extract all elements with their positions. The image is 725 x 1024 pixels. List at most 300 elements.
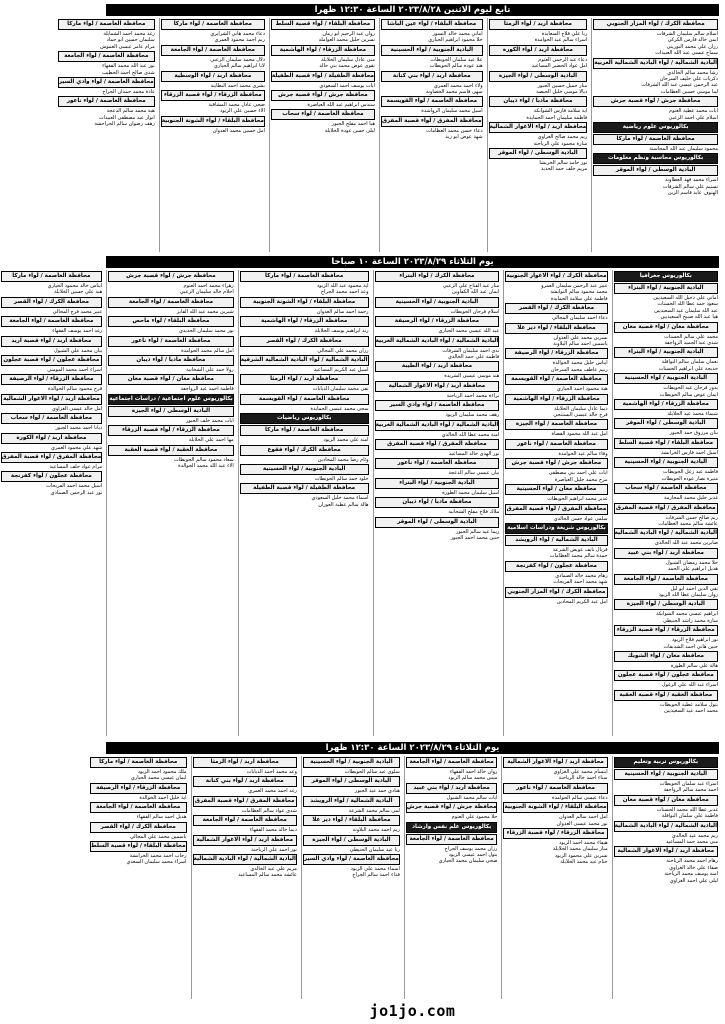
listing-column (487, 18, 589, 252)
candidate-name: ايات علي احمد بني مصطفى (548, 470, 608, 477)
candidate-name: رند ابراهيم يوسف الخلايلة (314, 328, 369, 335)
candidate-name: اسيل عبد الكريم المساعيد (313, 367, 369, 374)
candidate-name: فريال نايف عويض الشرعة (552, 546, 608, 553)
candidate-name: شهد علي محمود العمري (51, 444, 103, 451)
candidate-name: ختام عيد محمد الخلايلة (560, 859, 608, 866)
candidate-name: تسنيم علي سالم الشرفات (662, 183, 718, 190)
region-heading: محافظة العاصمة / لواء الجامعة (193, 815, 297, 826)
region-heading: محافظة اربد / لواء قصبة اربد (1, 336, 103, 347)
candidate-name: هديل احمد سالم الفقهاء (136, 814, 187, 821)
region-heading: محافظة العاصمة / لواء ماركا (240, 425, 369, 436)
degree-heading: بكالوريوس جغرافيا (614, 271, 718, 282)
region-heading: محافظة البلقاء / لواء قصبة السلط (90, 841, 187, 852)
candidate-name: وعد احمد محمد الجراح (320, 289, 369, 296)
region-heading: محافظة العاصمة / لواء ناعور (375, 458, 500, 469)
listing-column (89, 756, 188, 999)
region-heading: محافظة اربد / لواء الاغوار الشمالية (375, 381, 500, 392)
candidate-name: ايمان عيسى محمد الحياري (130, 775, 187, 782)
candidate-name: اماني علي دخيل الله السعيديين (653, 295, 718, 301)
candidate-name: نور احمد علي الرياحنة (251, 846, 297, 853)
region-heading: البادية الجنوبية / لواء البتراء (614, 283, 718, 294)
region-heading: محافظة عجلون / لواء كفرنجة (1, 471, 103, 482)
candidate-name: وعد محمد احمد الذيابات (246, 769, 297, 775)
candidate-name: رحمة احمد سالم العدوان (316, 308, 369, 315)
region-heading: البادية الوسطى / لواء الموقر (489, 148, 588, 159)
candidate-name: محمد محمود سالم النوايشة (550, 289, 608, 296)
candidate-name: نسرين خليل محمد العواملة (318, 37, 375, 44)
candidate-name: اسيل احمد فارس الخرابشة (661, 449, 718, 456)
region-heading: البادية الجنوبية / لواء الحسينية (303, 757, 400, 768)
candidate-name: اسراء محمد فهد العطاونة (664, 177, 718, 184)
region-heading: محافظة الزرقاء / لواء الهاشمية (271, 45, 375, 56)
region-heading: محافظة العاصمة / لواء الجامعة (108, 297, 234, 308)
region-heading: محافظة العقبة / لواء قصبة العقبة (614, 690, 718, 701)
candidate-name: ريم محمد صالح الغزاوي (537, 134, 588, 141)
region-heading: محافظة العاصمة / لواء الجامعة (406, 757, 498, 768)
listing-column (57, 18, 156, 252)
region-heading: محافظة العاصمة / لواء القويسمة (381, 96, 483, 107)
region-heading: البادية الوسطى / لواء الموقر (593, 165, 718, 176)
candidate-name: ملاك فلاح مفلح الشخانبة (448, 509, 500, 516)
candidate-name: ابراهيم عيسى محمد الشوابكة (656, 611, 718, 618)
candidate-name: نور حامد سالم الخريشا (539, 160, 588, 167)
candidate-name: تقى الدين احمد ابو ليل (670, 585, 718, 592)
region-heading: البادية الشمالية / لواء البادية الشمالية الغربية (593, 58, 718, 69)
candidate-name: ليلى حسن عودة الخلايلة (324, 127, 375, 134)
candidate-name: ضحى سليمان محمد الحياري (438, 858, 498, 865)
candidate-name: دعاء محمد هاني الشرايري (210, 31, 265, 37)
candidate-name: فرح خالد عيسى البستنجي (553, 412, 608, 419)
region-heading: محافظة الكرك / لواء القصر (505, 303, 607, 314)
section-heading: يوم الثلاثاء ٢٠٢٣/٨/٢٩ الساعة ١٠ صباحا (106, 256, 719, 268)
candidate-name: حلا محمود ابراهيم الحياري (428, 37, 483, 44)
region-heading: البادية الجنوبية / لواء البتراء (375, 478, 500, 489)
region-heading: محافظة البلقاء / لواء الشونة الجنوبية (161, 116, 265, 127)
region-heading: محافظة العاصمة / لواء ماركا (1, 271, 103, 282)
region-heading: محافظة معان / لواء قصبة معان (614, 322, 718, 333)
candidate-name: امل احمد سالم العدوان (559, 814, 608, 821)
region-heading: البادية الجنوبية / لواء الحسينية (240, 464, 369, 475)
region-heading: محافظة معان / لواء قصبة معان (614, 795, 718, 806)
candidate-name: هيا احمد مفلح الجبور (331, 121, 375, 128)
candidate-name: ديالا موسى خليل الحيصة (536, 89, 588, 96)
candidate-name: زهراء محمد احمد العتوم (183, 283, 234, 289)
candidate-name: بتول سلامة عطية الحويطات (659, 701, 718, 708)
candidate-name: سجى محمد عيسى الحمايدة (310, 405, 369, 412)
region-heading: محافظة العاصمة / لواء سحاب (1, 413, 103, 424)
section-columns (90, 756, 719, 999)
candidate-name: الاء حسين علي الزيود (220, 108, 265, 115)
candidate-name: ديانا احمد محمد الجبور (55, 425, 103, 432)
region-heading: محافظة الكرك / لواء القصر (90, 822, 187, 833)
listing-column (612, 270, 719, 736)
candidate-name: بيان محمد علي الشبول (54, 347, 103, 354)
region-heading: محافظة الزرقاء / لواء قصبة الزرقاء (503, 828, 607, 839)
candidate-name: نور محمد سليمان الحديدي (179, 328, 234, 335)
region-heading: محافظة العاصمة / لواء ناعور (108, 336, 234, 347)
candidate-name: منى عادل سليمان الخلايلة (321, 56, 375, 63)
region-heading: البادية الجنوبية / لواء الحسينية (381, 45, 483, 56)
candidate-name: رنيم عاطف محمد السرحان (550, 366, 608, 373)
candidate-name: وئام رضا محمد المحادين (317, 456, 369, 463)
candidate-name: ايمان عبد الله الكفاوين (451, 289, 500, 296)
region-heading: محافظة معان / لواء الشوبك (614, 651, 718, 662)
candidate-name: روان عبد الرحيم ابو رمان (322, 31, 375, 37)
candidate-name: دعاء عيسى سالم الحوامدة (552, 794, 608, 801)
candidate-name: هنادي حمد عيد الجبور (354, 788, 400, 795)
candidate-name: سارة محمود علي الرياحنة (533, 140, 588, 147)
candidate-name: اسلام علي احمد الزعبي (668, 114, 718, 121)
region-heading: محافظة جرش / لواء قصبة جرش (505, 458, 607, 469)
region-heading: محافظة اربد / لواء الرمثا (240, 374, 369, 385)
candidate-name: هيفاء محمد احمد الزيود (559, 840, 608, 847)
region-heading: محافظة العاصمة / لواء القويسمة (240, 394, 369, 405)
candidate-name: رزان محمد علي المجالي (317, 347, 369, 354)
region-heading: محافظة اربد / لواء الرمثا (489, 19, 588, 30)
candidate-name: رولا حمد علي الشخانبة (186, 367, 234, 374)
region-heading: محافظة الكرك / لواء البتراء (375, 271, 500, 282)
region-heading: البادية الجنوبية / لواء الحسينية (614, 769, 718, 780)
candidate-name: دلال محمد سليمان الزعبي (210, 56, 265, 63)
region-heading: محافظة العاصمة / لواء ماركا (240, 271, 369, 282)
region-heading: محافظة معان / لواء الحسينية (505, 484, 607, 495)
region-heading: محافظة العاصمة / لواء القويسمة (505, 374, 607, 385)
listing-column (269, 18, 376, 252)
candidate-name: علا عيد سلمان الحويطات (430, 56, 483, 63)
region-heading: محافظة العقبة / لواء قصبة العقبة (108, 445, 234, 456)
candidate-name: ولاء احمد محمد العمري (433, 82, 483, 89)
candidate-name: فاطمة عيد زعل الحويطات (663, 469, 718, 476)
region-heading: محافظة الزرقاء / لواء الهاشمية (614, 399, 718, 410)
candidate-name: اية سلامة فارس الشوابكة (533, 108, 588, 115)
candidate-name: رغد محمد احمد الشمايلة (103, 31, 155, 37)
region-heading: محافظة اربد / لواء الكورة (489, 45, 588, 56)
region-heading: محافظة اربد / لواء الرمثا (193, 757, 297, 768)
candidate-name: رهام محمد خالد الصمادي (555, 572, 608, 579)
candidate-name: سناء احمد خالد الرياحنة (558, 775, 608, 782)
region-heading: محافظة اربد / لواء الاغوار الشمالية (193, 835, 297, 846)
candidate-name: دعاء حسن محمد العظامات (426, 127, 483, 134)
candidate-name: اسراء عبد الله علي الزغول (661, 682, 718, 689)
candidate-name: اسراء احمد محمد المومني (47, 367, 103, 374)
candidate-name: حمدة سالم محمد العظامات (549, 553, 608, 560)
candidate-name: محمد احمد عيد السعيديين (664, 708, 718, 715)
candidate-name: شيماء محمد عيد الخلايلة (667, 411, 718, 418)
region-heading: محافظة العاصمة / لواء الجامعة (58, 51, 155, 62)
region-heading: البادية الجنوبية / لواء الحسينية (614, 457, 718, 468)
candidate-name: امل عبد الله محمود القضاة (551, 431, 608, 438)
candidate-name: انوار عيد مصطفى العبيدات (98, 114, 155, 121)
region-heading: محافظة العاصمة / لواء ناعور (505, 439, 607, 450)
candidate-name: شيرين محمد عبد الله الفايز (176, 308, 234, 315)
candidate-name: مريم خلف حمد الحديد (541, 166, 588, 173)
region-heading: محافظة البلقاء / لواء دير علا (303, 815, 400, 826)
region-heading: محافظة الطفيلة / لواء قصبة الطفيلة (271, 71, 375, 82)
region-heading: محافظة البلقاء / لواء دير علا (505, 323, 607, 334)
candidate-name: احمد محمد سالم الرواجفة (663, 787, 718, 794)
region-heading: محافظة مادبا / لواء ذيبان (489, 96, 588, 107)
region-heading: محافظة العاصمة / لواء ناعور (503, 783, 607, 794)
candidate-name: اسلام فرحان الحويطات (450, 308, 500, 315)
region-heading: محافظة عجلون / لواء قصبة عجلون (614, 670, 718, 681)
region-heading: محافظة المفرق / لواء قصبة المفرق (505, 504, 607, 515)
region-heading: البادية الشمالية / لواء الرويشد (505, 535, 607, 546)
candidate-name: ريما عيد سالم الجبور (455, 528, 500, 535)
candidate-name: رزان محمد يوسف الجراح (444, 845, 498, 852)
region-heading: محافظة البلقاء / لواء ماحص (108, 316, 234, 327)
region-heading: محافظة اربد / لواء بني كنانة (381, 71, 483, 82)
region-heading: محافظة العاصمة / لواء الجامعة (161, 45, 265, 56)
candidate-name: ايات يوسف احمد السعودي (319, 82, 375, 89)
section-columns (1, 270, 719, 736)
candidate-name: ريم احمد محمود العمري (214, 37, 265, 44)
region-heading: محافظة جرش / لواء قصبة جرش (271, 90, 375, 101)
region-heading: البادية الشمالية / لواء البادية الشمالية الشرقية (240, 355, 369, 366)
region-heading: محافظة البلقاء / لواء قصبة السلط (614, 438, 718, 449)
region-heading: محافظة اربد / لواء بني عبيد (614, 548, 718, 559)
candidate-name: اسماء محمد خليل السعودي (311, 495, 369, 502)
candidate-name: اسيل محمد احمد الفريحات (46, 483, 103, 490)
region-heading: البادية الشمالية / لواء البادية الشمالية (193, 854, 297, 865)
candidate-name: ديما عادل سليمان الخلايلة (554, 405, 608, 412)
candidate-name: عبد الله عيسى محمد الحياري (438, 328, 500, 335)
candidate-name: وفاء سالم عيد الحوامدة (558, 450, 608, 457)
candidate-name: فاطمة سليمان احمد الحمايدة (526, 114, 588, 121)
candidate-name: رغد احمد يوسف الفقهاء (52, 328, 103, 335)
candidate-name: نور عبد الله محمد الفقهاء (102, 63, 155, 70)
listing-page (1, 4, 719, 999)
candidate-name: ريم محمد عيد الخالدي (671, 832, 718, 839)
region-heading: محافظة الزرقاء / لواء قصبة الزرقاء (161, 90, 265, 101)
region-heading: محافظة المفرق / لواء قصبة المفرق (193, 796, 297, 807)
candidate-name: رغد احمد محمد العمري (248, 788, 297, 795)
region-heading: محافظة الزرقاء / لواء قصبة الزرقاء (108, 425, 234, 436)
candidate-name: اسراء محمد سليمان السعدي (126, 859, 187, 866)
candidate-name: رنا عيد سليمان الحنيطي (349, 846, 400, 853)
candidate-name: اسلام سالم سليمان الشرفات (656, 31, 718, 37)
candidate-name: ملك محمود احمد الزيود (137, 769, 187, 775)
candidate-name: شذى عبد الحميد الرواجفة (664, 340, 718, 347)
candidate-name: نور عبد الرحمن الصمادي (50, 489, 103, 496)
region-heading: محافظة البلقاء / لواء قصبة السلط (271, 19, 375, 30)
candidate-name: منار جميل حسين الجبور (537, 82, 588, 89)
region-heading: البادية الشمالية / لواء الرويشد (303, 796, 400, 807)
listing-column (191, 756, 298, 999)
candidate-name: ايمن خالد فارس الكركي (667, 37, 718, 44)
listing-column (238, 270, 370, 736)
candidate-name: ذكريات علي خليف السرحان (659, 76, 718, 83)
candidate-name: اسراء عيد سلمان الحويطات (659, 781, 718, 787)
region-heading: محافظة الزرقاء / لواء الرصيفة (375, 316, 500, 327)
site-footer-url[interactable]: jo1jo.com (369, 1002, 456, 1020)
listing-column (379, 18, 484, 252)
candidate-name: بشرى محمد احمد البطاينة (210, 82, 265, 89)
candidate-name: رهام احمد محمد الرياحنة (666, 858, 718, 865)
candidate-name: رشا محمد سالم الخالدي (667, 69, 718, 76)
region-heading: البادية الشمالية / لواء البادية الشمالية (614, 821, 718, 832)
candidate-name: بتول احمد عيسى الزيود (448, 852, 498, 859)
candidate-name: نسرين علي محمود الزيود (554, 852, 608, 859)
candidate-name: رنا علي فلاح السعايدة (541, 31, 588, 37)
candidate-name: غدير عطا الله محمد الحسنات (656, 806, 718, 813)
section-tuesday-1230 (90, 742, 719, 999)
candidate-name: سعاد محمود سالم الحويطات (173, 456, 234, 463)
region-heading: محافظة المفرق / لواء قصبة المفرق (381, 116, 483, 127)
section-tuesday-1000 (1, 256, 719, 736)
candidate-name: لينا موسى حسين العظامات (660, 88, 718, 95)
candidate-name: امل حسين محمد العدوان (212, 127, 265, 134)
section-heading: يوم الثلاثاء ٢٠٢٣/٨/٢٩ الساعة ١٢:٣٠ ظهرا (106, 742, 719, 754)
candidate-name: اسراء سالم عيد الحوامدة (534, 37, 588, 44)
listing-column (591, 18, 719, 252)
listing-column (503, 270, 608, 736)
section-columns (58, 18, 719, 252)
candidate-name: ايات محمد خلف الجبور (185, 417, 234, 424)
region-heading: البادية الوسطى / لواء الجيزة (303, 835, 400, 846)
candidate-name: سندس ابراهيم عبد الله العياصرة (307, 102, 375, 109)
candidate-name: ايات محمد عطية العتوم (669, 108, 718, 115)
region-heading: محافظة العاصمة / لواء سحاب (271, 109, 375, 120)
candidate-name: حنين هاني احمد الشديفات (663, 643, 718, 650)
candidate-name: ديما خالد محمد الفقهاء (249, 827, 297, 834)
candidate-name: امنة محمد عطا الله الخالدي (441, 431, 500, 438)
candidate-name: امل عبد الكريم المحادين (556, 598, 608, 605)
candidate-name: عبير محمد فرج المجالي (52, 308, 103, 315)
region-heading: محافظة العاصمة / لواء ماركا (593, 134, 718, 145)
degree-heading: بكالوريوس علوم رياضية (593, 122, 718, 133)
candidate-name: عائشة محمد سالم المساعيد (238, 872, 297, 879)
candidate-name: الهنوف عايد قاسم الزبن (667, 190, 718, 197)
candidate-name: لانا ابراهيم سالم الحياري (213, 63, 265, 70)
candidate-name: براءة محمد احمد الرياحنة (446, 392, 500, 399)
candidate-name: اية محمود عبد الله الزيود (316, 283, 369, 289)
candidate-name: صابرين محمد عبد الله الخالدي (655, 540, 718, 547)
candidate-name: فاطمة علي سلامة الحمايدة (550, 295, 608, 302)
candidate-name: بنان مرزوق حمد الجبور (669, 430, 718, 437)
degree-heading: بكالوريوس علوم اجتماعية / دراسات اجتماعية (108, 394, 234, 405)
candidate-name: مرام عواد خلف المساعيد (49, 464, 103, 471)
candidate-name: ياسمين احمد سالم البلاونة (553, 341, 608, 348)
candidate-name: روان سليمان عطا الله الزيود (658, 591, 718, 598)
candidate-name: خلود حمد سالم الحويطات (314, 476, 369, 483)
degree-heading: بكالوريوس تربية وتعليم (614, 757, 718, 768)
candidate-name: ابتسام محمد علي الغزاوي (553, 769, 608, 775)
region-heading: محافظة العاصمة / لواء ماركا (58, 19, 155, 30)
region-heading: محافظة العاصمة / لواء ناعور (58, 96, 155, 107)
candidate-name: حلا محمد رمضان الشبول (666, 559, 718, 566)
region-heading: محافظة اربد / لواء الكورة (1, 433, 103, 444)
region-heading: محافظة جرش / لواء قصبة جرش (406, 802, 498, 813)
candidate-name: رحاب احمد محمد الخرابشة (129, 853, 187, 860)
candidate-name: دعاء احمد سليمان المجالي (552, 315, 608, 322)
candidate-name: منيرة نصار عوده الحويطات (661, 475, 718, 482)
candidate-name: هالة سالم عطية العوران (318, 501, 369, 508)
section-monday-1230 (58, 4, 719, 252)
region-heading: محافظة الكرك / لواء الاغوار الجنوبية (505, 271, 607, 282)
region-heading: البادية الشمالية / لواء البادية الشمالية (614, 528, 718, 539)
region-heading: محافظة عجلون / لواء قصبة عجلون (1, 355, 103, 366)
region-heading: محافظة الكرك / لواء المزار الجنوبي (505, 587, 607, 598)
degree-heading: بكالوريوس علم نفس وارشاد (406, 822, 498, 833)
candidate-name: رهف محمد سليمان الزيود (445, 412, 500, 419)
region-heading: محافظة العاصمة / لواء الجامعة (406, 834, 498, 845)
region-heading: محافظة الكرك / لواء القصر (1, 297, 103, 308)
listing-column (612, 756, 719, 999)
candidate-name: حنين محمد احمد الجبور (450, 535, 500, 542)
candidate-name: لمى سالم محمد الشرعة (348, 807, 400, 814)
candidate-name: شهد عوض ابو زيد (445, 134, 483, 141)
candidate-name: هند موسى عيسى الشريدة (444, 373, 500, 380)
region-heading: محافظة معان / لواء قصبة معان (108, 374, 234, 385)
candidate-name: خديجة علي ابراهيم الحسنات (658, 365, 718, 372)
candidate-name: اية خليل احمد الخوالدة (139, 794, 187, 801)
region-heading: محافظة الزرقاء / لواء الهاشمية (505, 394, 607, 405)
candidate-name: سلمى عواد حسن الخالدي (553, 515, 608, 522)
candidate-name: هبة محمد سالم الدعجة (106, 108, 155, 115)
region-heading: البادية الجنوبية / لواء الحسينية (375, 297, 500, 308)
region-heading: البادية الشمالية / لواء البادية الشمالية الغربية (375, 420, 500, 431)
region-heading: محافظة اربد / لواء الاغوار الشمالية (1, 394, 103, 405)
region-heading: محافظة الكرك / لواء فقوع (240, 445, 369, 456)
region-heading: البادية الوسطى / لواء الموقر (614, 418, 718, 429)
candidate-name: فداء احمد سالم الجراح (352, 872, 400, 879)
region-heading: محافظة جرش / لواء قصبة جرش (108, 271, 234, 282)
candidate-name: دعاء عبد الرحمن العتوم (538, 56, 588, 63)
candidate-name: سماح عيسى عبد الله العبيدات (655, 50, 718, 57)
candidate-name: مريم علي عيد الخالدي (250, 866, 297, 873)
candidate-name: فاطمة علي سلمان النوافلة (661, 813, 718, 820)
region-heading: محافظة الزرقاء / لواء الهاشمية (240, 316, 369, 327)
listing-column (501, 756, 608, 999)
section-heading: تابع ليوم الاثنين ٢٠٢٣/٨/٢٨ الساعة ١٢:٣٠ ظهرا (106, 4, 719, 16)
candidate-name: ليلى علي احمد الغزاوي (669, 877, 718, 884)
candidate-name: غدير محمد ابراهيم الحويطات (547, 496, 608, 503)
region-heading: البادية الوسطى / لواء الموقر (303, 776, 400, 787)
candidate-name: هبة محمود احمد الحياري (556, 386, 608, 393)
candidate-name: هالة علي سالم الطورة (670, 662, 718, 669)
region-heading: محافظة الزرقاء / لواء الرصيفة (505, 348, 607, 359)
candidate-name: ياسمين محمد علي المجالي (129, 833, 187, 840)
candidate-name: ايناس خليل محمد الخوالدة (552, 360, 608, 367)
region-heading: محافظة العاصمة / لواء الجامعة (614, 574, 718, 585)
candidate-name: منى محمد حمد المساعيد (665, 839, 718, 846)
candidate-name: مها احمد علي الخلايلة (188, 437, 234, 444)
candidate-name: عبد الرحمن عيسى عبد الله الشرفات (641, 82, 718, 89)
region-heading: محافظة اربد / لواء بني كنانة (193, 776, 297, 787)
region-heading: البادية الوسطى / لواء الجيزة (489, 71, 588, 82)
candidate-name: ايات سالم محمد الشبول (446, 794, 498, 801)
region-heading: محافظة جرش / لواء قصبة جرش (593, 96, 718, 107)
candidate-name: روان خالد احمد الفقهاء (449, 769, 498, 775)
candidate-name: شذى عواد سالم العظامات (241, 807, 297, 814)
candidate-name: عائشة سالم محمد العظامات (658, 520, 718, 527)
region-heading: محافظة الزرقاء / لواء الرصيفة (90, 783, 187, 794)
region-heading: محافظة الكرك / لواء المزار الجنوبي (593, 19, 718, 30)
candidate-name: شهد محمد احمد الفريحات (553, 579, 608, 586)
candidate-name: نسرين محمد علي العدوان (553, 334, 608, 341)
listing-column (404, 756, 499, 999)
region-heading: محافظة اربد / لواء بني عبيد (406, 783, 498, 794)
region-heading: محافظة العاصمة / لواء وادي السير (303, 854, 400, 865)
candidate-name: محمود سليمان عبد الله المحاسنة (649, 146, 718, 153)
region-heading: البادية الجنوبية / لواء البتراء (614, 347, 718, 358)
candidate-name: نور الهدى خالد المساعيد (448, 451, 500, 458)
candidate-name: احلام خالد سليمان الزعبي (179, 289, 234, 296)
region-heading: محافظة الزرقاء / لواء قصبة الزرقاء (614, 625, 718, 636)
candidate-name: منار عبد الفتاح علي الزعبي (442, 283, 500, 289)
candidate-name: نعمان سلمان سالم النوافلة (661, 359, 718, 366)
region-heading: محافظة البلقاء / لواء الشونة الجنوبية (503, 802, 607, 813)
